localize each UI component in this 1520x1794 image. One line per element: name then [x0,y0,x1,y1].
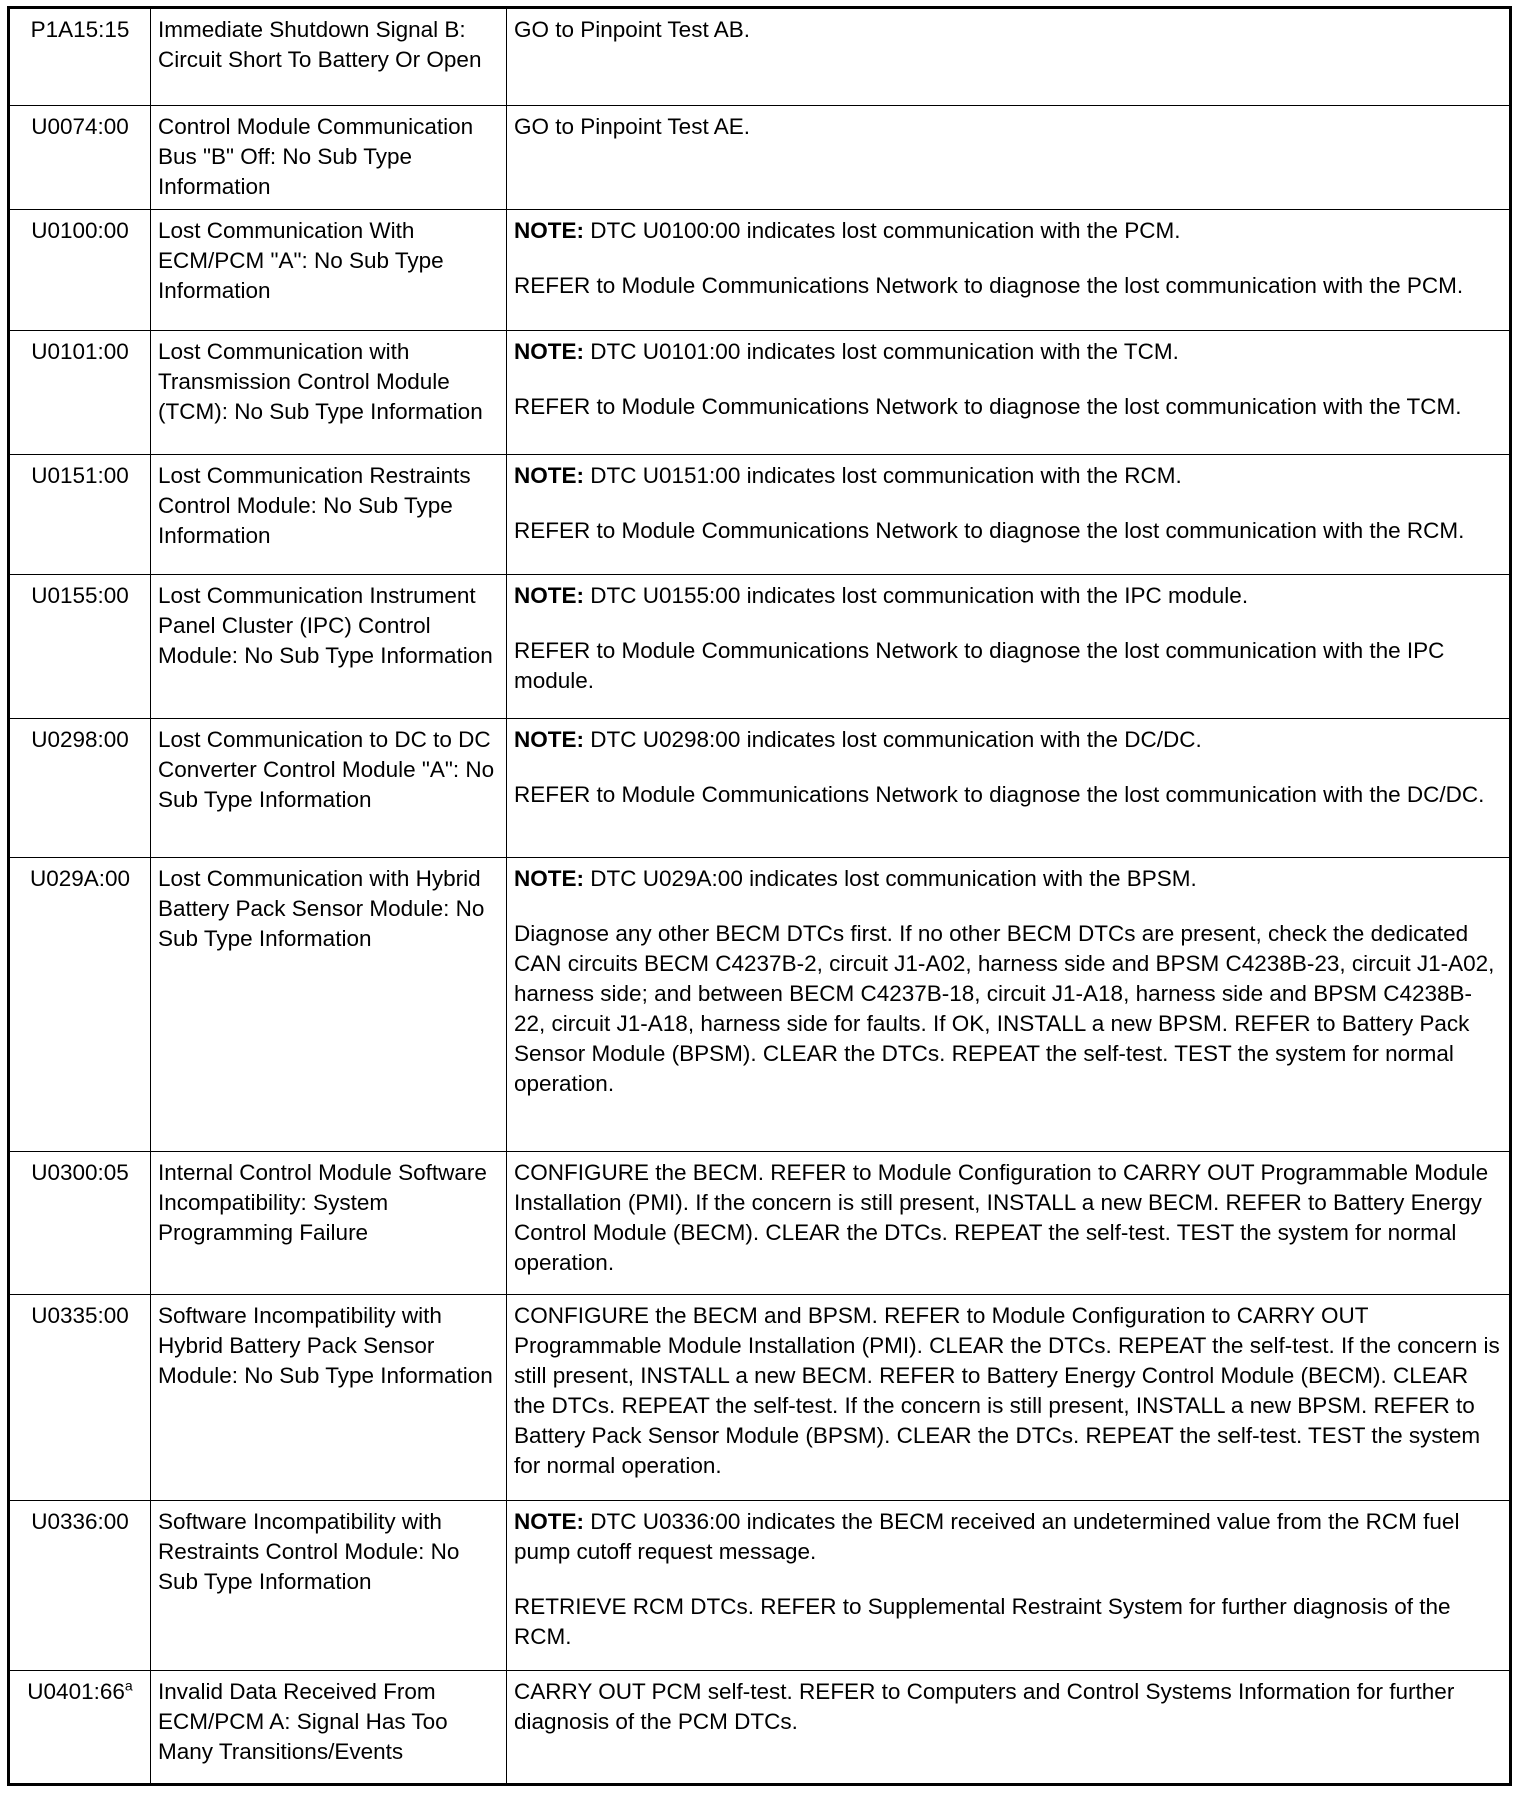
dtc-description: Lost Communication With ECM/PCM "A": No Sub Type Information [151,210,507,330]
table-row [9,105,1511,210]
action-text: GO to Pinpoint Test AE. [514,113,750,139]
note-label: NOTE: [514,463,584,489]
note-paragraph [514,461,1502,491]
dtc-action [507,330,1511,454]
dtc-code: U029A:00 [9,857,151,1152]
note-label: NOTE: [514,583,584,609]
dtc-action [507,210,1511,330]
note-text: DTC U0151:00 indicates lost communication with the RCM. [590,463,1182,489]
dtc-code: U0101:00 [9,330,151,454]
action-text: REFER to Module Communications Network to diagnose the lost communication with the IPC module. [514,638,1445,694]
table-row [9,8,1511,106]
dtc-description: Lost Communication with Transmission Control Module (TCM): No Sub Type Information [151,330,507,454]
note-text: DTC U0100:00 indicates lost communication with the PCM. [590,218,1181,244]
table-row [9,330,1511,454]
dtc-action [507,1295,1511,1500]
dtc-description: Lost Communication with Hybrid Battery Pack Sensor Module: No Sub Type Information [151,857,507,1152]
note-paragraph [514,337,1502,367]
dtc-description: Lost Communication Instrument Panel Cluster (IPC) Control Module: No Sub Type Information [151,575,507,718]
dtc-code: U0298:00 [9,718,151,857]
note-label: NOTE: [514,1508,584,1534]
dtc-code: U0401:66$^a$ [9,1670,151,1784]
action-text: CONFIGURE the BECM and BPSM. REFER to Module Configuration to CARRY OUT Programmable Module Installation (PMI). CLEAR the DTCs. REPEAT the self-test. If the concern is still present, INSTALL a new BECM. REFER to Battery Energy Control Module (BECM). CLEAR the DTCs. REPEAT the self-test. If the concern is still present, INSTALL a new BPSM. REFER to Battery Pack Sensor Module (BPSM). CLEAR the DTCs. REPEAT the self-test. TEST the system for normal operation. [514,1303,1500,1479]
dtc-action [507,1152,1511,1295]
dtc-description: Internal Control Module Software Incompatibility: System Programming Failure [151,1152,507,1295]
action-text: GO to Pinpoint Test AB. [514,17,750,42]
action-text: RETRIEVE RCM DTCs. REFER to Supplemental Restraint System for further diagnosis of the RCM. [514,1593,1451,1649]
note-text: DTC U0101:00 indicates lost communication with the TCM. [590,338,1179,364]
table-row [9,210,1511,330]
action-text: CONFIGURE the BECM. REFER to Module Configuration to CARRY OUT Programmable Module Installation (PMI). If the concern is still present, INSTALL a new BECM. REFER to Battery Energy Control Module (BECM). CLEAR the DTCs. REPEAT the self-test. TEST the system for normal operation. [514,1160,1489,1276]
dtc-description: Lost Communication to DC to DC Converter Control Module "A": No Sub Type Information [151,718,507,857]
note-text: DTC U0298:00 indicates lost communication with the DC/DC. [590,726,1202,752]
dtc-code: U0155:00 [9,575,151,718]
dtc-action [507,1500,1511,1670]
dtc-description: Software Incompatibility with Hybrid Battery Pack Sensor Module: No Sub Type Information [151,1295,507,1500]
action-text: REFER to Module Communications Network to diagnose the lost communication with the DC/DC. [514,781,1485,807]
action-text: CARRY OUT PCM self-test. REFER to Computers and Control Systems Information for further diagnosis of the PCM DTCs. [514,1678,1455,1734]
note-text: DTC U0155:00 indicates lost communication with the IPC module. [590,583,1249,609]
action-text: REFER to Module Communications Network to diagnose the lost communication with the PCM. [514,273,1464,299]
note-paragraph [514,864,1502,894]
dtc-table [7,6,1512,1786]
action-text: REFER to Module Communications Network to diagnose the lost communication with the TCM. [514,393,1462,419]
dtc-action [507,455,1511,575]
dtc-code: U0335:00 [9,1295,151,1500]
dtc-action [507,8,1511,106]
table-row [9,1670,1511,1784]
dtc-action [507,1670,1511,1784]
note-label: NOTE: [514,865,584,891]
note-paragraph [514,581,1502,611]
action-text: REFER to Module Communications Network to diagnose the lost communication with the RCM. [514,518,1465,544]
footnote-marker: a [124,1677,133,1694]
table-row [9,575,1511,718]
dtc-description: Control Module Communication Bus "B" Off: No Sub Type Information [151,105,507,210]
note-label: NOTE: [514,338,584,364]
table-row [9,1295,1511,1500]
table-row [9,455,1511,575]
note-text: DTC U0336:00 indicates the BECM received an undetermined value from the RCM fuel pump cutoff request message. [514,1508,1460,1564]
note-label: NOTE: [514,726,584,752]
note-label: NOTE: [514,218,584,244]
dtc-code: U0100:00 [9,210,151,330]
dtc-code: P1A15:15 [9,8,151,106]
table-row [9,1500,1511,1670]
dtc-action [507,857,1511,1152]
dtc-code: U0300:05 [9,1152,151,1295]
dtc-code: U0074:00 [9,105,151,210]
dtc-code: U0151:00 [9,455,151,575]
table-row [9,718,1511,857]
dtc-code: U0336:00 [9,1500,151,1670]
dtc-description: Invalid Data Received From ECM/PCM A: Signal Has Too Many Transitions/Events [151,1670,507,1784]
dtc-description: Lost Communication Restraints Control Module: No Sub Type Information [151,455,507,575]
note-text: DTC U029A:00 indicates lost communication with the BPSM. [590,865,1197,891]
dtc-action [507,718,1511,857]
note-paragraph [514,216,1502,246]
note-paragraph [514,725,1502,755]
dtc-action [507,575,1511,718]
dtc-description: Software Incompatibility with Restraints Control Module: No Sub Type Information [151,1500,507,1670]
dtc-description: Immediate Shutdown Signal B: Circuit Short To Battery Or Open [151,8,507,106]
note-paragraph [514,1507,1502,1567]
dtc-action [507,105,1511,210]
table-row [9,1152,1511,1295]
action-text: Diagnose any other BECM DTCs first. If no other BECM DTCs are present, check the dedicated CAN circuits BECM C4237B-2, circuit J1-A02, harness side and BPSM C4238B-23, circuit J1-A02, harness side; and between BECM C4237B-18, circuit J1-A18, harness side and BPSM C4238B-22, circuit J1-A18, harness side for faults. If OK, INSTALL a new BPSM. REFER to Battery Pack Sensor Module (BPSM). CLEAR the DTCs. REPEAT the self-test. TEST the system for normal operation. [514,920,1495,1096]
table-row [9,857,1511,1152]
